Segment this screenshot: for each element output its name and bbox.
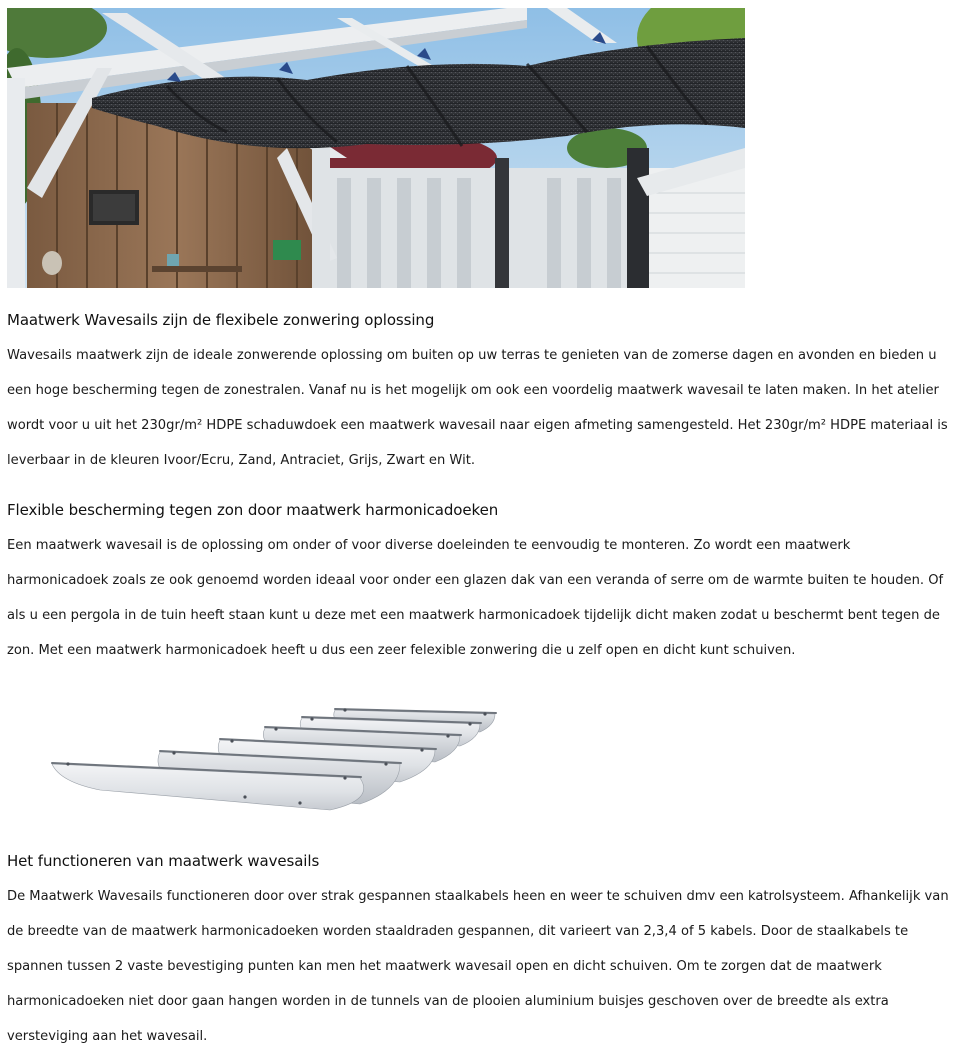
section-text-flexible-bescherming: Een maatwerk wavesail is de oplossing om onder of voor diverse doeleinden te eenvoudig te monteren. Zo wordt een maatwerk harmonicadoek zoals ze ook genoemd worden ideaal voor onder een glazen dak van een veranda of serre om de warmte buiten te houden. Of als u een pergola in de tuin heeft staan kunt u deze met een maatwerk harmonicadoek tijdelijk dicht maken zodat u beschermt bent tegen de zon. Met een maatwerk harmonicadoek heeft u dus een zeer felexible zonwering die u zelf open en dicht kunt schuiven. <box>7 538 944 658</box>
section-text-flexibele-zonwering: Wavesails maatwerk zijn de ideale zonwerende oplossing om buiten op uw terras te genieten van de zomerse dagen en avonden en bieden u een hoge bescherming tegen de zonestralen. Vanaf nu is het mogelijk om ook een voordelig maatwerk wavesail te laten maken. In het atelier wordt voor u uit het 230gr/m² HDPE schaduwdoek een maatwerk wavesail naar eigen afmeting samengesteld. Het 230gr/m² HDPE materiaal is leverbaar in de kleuren Ivoor/Ecru, Zand, Antraciet, Grijs, Zwart en Wit. <box>7 348 948 468</box>
wavesail-harmonica-diagram <box>40 690 510 820</box>
pergola-wavesail-photo <box>7 8 745 288</box>
section-heading-functioneren: Het functioneren van maatwerk wavesails <box>7 852 320 870</box>
section-text-functioneren: De Maatwerk Wavesails functioneren door over strak gespannen staalkabels heen en weer te schuiven dmv een katrolsysteem. Afhankelijk van de breedte van de maatwerk harmonicadoeken worden staaldraden gespannen, dit varieert van 2,3,4 of 5 kabels. Door de staalkabels te spannen tussen 2 vaste bevestiging punten kan men het maatwerk wavesail open en dicht schuiven. Om te zorgen dat de maatwerk harmonicadoeken niet door gaan hangen worden in de tunnels van de plooien aluminium buisjes geschoven over de breedte als extra versteviging aan het wavesail. <box>7 889 949 1044</box>
section-heading-flexibele-zonwering: Maatwerk Wavesails zijn de flexibele zonwering oplossing <box>7 311 435 329</box>
section-heading-flexible-bescherming: Flexible bescherming tegen zon door maatwerk harmonicadoeken <box>7 501 499 519</box>
